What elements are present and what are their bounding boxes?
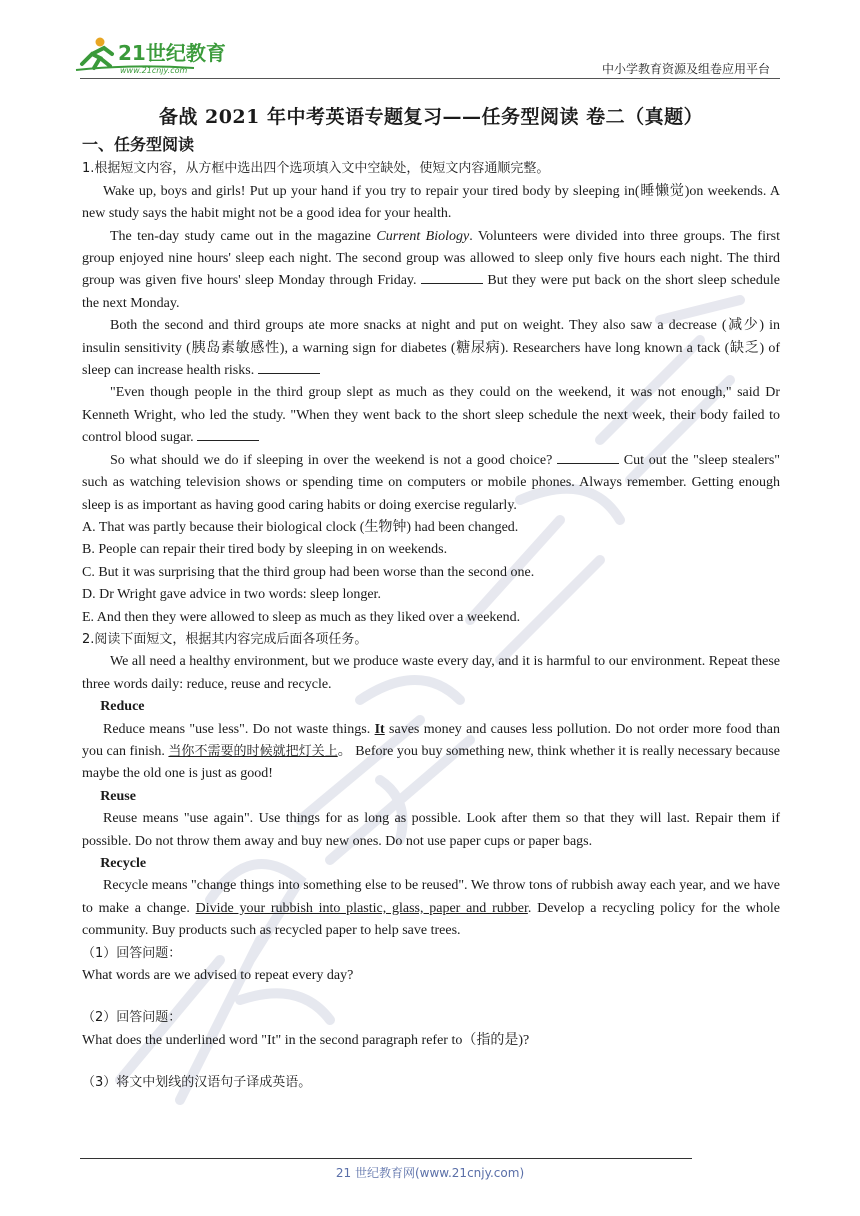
reduce-paragraph: Reduce means "use less". Do not waste things. It saves money and causes less pollution. Do not order more food than you can finish. 当你不需要的时候就把灯关上。 Before you buy something new, think whether it is really necessary because maybe the old one is just as good! [82, 721, 780, 782]
underlined-chinese-sentence: 当你不需要的时候就把灯关上 [168, 743, 338, 759]
logo-url: www.21cnjy.com [120, 66, 188, 75]
q2-intro: We all need a healthy environment, but we produce waste every day, and it is harmful to our environment. Repeat these three words daily: reduce, reuse and recycle. [82, 654, 780, 692]
option-a: A. That was partly because their biological clock (生物钟) had been changed. [82, 519, 519, 535]
footer-divider [80, 1158, 692, 1159]
document-content [82, 102, 780, 1095]
document-title: 备战 2021 年中考英语专题复习——任务型阅读 卷二（真题） [158, 106, 704, 128]
task-3-label: （3）将文中划线的汉语句子译成英语。 [82, 1075, 312, 1091]
site-logo [74, 34, 246, 76]
q1-instruction: 1.根据短文内容，从方框中选出四个选项填入文中空缺处，使短文内容通顺完整。 [82, 161, 550, 177]
task-1-label: （1）回答问题： [82, 945, 182, 961]
q1-paragraph-1: Wake up, boys and girls! Put up your hand if you try to repair your tired body by sleeping in(睡懒觉)on weekends. A new study says the habit might not be a good idea for your health. [82, 183, 780, 222]
recycle-heading: Recycle [100, 856, 147, 871]
reduce-heading: Reduce [100, 699, 145, 715]
header-divider [80, 78, 780, 79]
option-c: C. But it was surprising that the third group had been worse than the second one. [82, 564, 535, 580]
option-b: B. People can repair their tired body by sleeping in on weekends. [82, 542, 448, 558]
task-2-label: （2）回答问题： [82, 1010, 182, 1026]
option-d: D. Dr Wright gave advice in two words: sleep longer. [82, 587, 381, 603]
task-1-question: What words are we advised to repeat every day? [82, 968, 354, 984]
section-heading: 一、任务型阅读 [82, 135, 195, 155]
q1-paragraph-3: Both the second and third groups ate more snacks at night and put on weight. They also saw a decrease (减少) in insulin sensitivity (胰岛素敏感性), a warning sign for diabetes (糖尿病). Researchers have long known a tack (缺乏) of sleep can increase health risks. [82, 318, 780, 379]
runner-icon [82, 38, 112, 69]
header-platform-text: 中小学教育资源及组卷应用平台 [601, 62, 770, 76]
q1-paragraph-5: So what should we do if sleeping in over the weekend is not a good choice? Cut out the "sleep stealers" such as watching television shows or spending time on computers or mobile phones. Always remember. Getting enough sleep is as important as having good caring habits or doing exercise regularly. [82, 452, 780, 513]
logo-text: 21世纪教育 [118, 41, 226, 65]
reuse-paragraph: Reuse means "use again". Use things for as long as possible. Look after them so that they will last. Repair them if possible. Do not throw them away and buy new ones. Do not use paper cups or paper bags. [82, 811, 780, 849]
blank-4[interactable] [557, 451, 619, 464]
footer-link[interactable]: 21 世纪教育网(www.21cnjy.com) [335, 1166, 525, 1180]
magazine-title: Current Biology [376, 228, 470, 244]
underlined-english-sentence: Divide your rubbish into plastic, glass, paper and rubber [195, 900, 528, 916]
reuse-heading: Reuse [100, 788, 136, 804]
q2-instruction: 2.阅读下面短文，根据其内容完成后面各项任务。 [82, 631, 368, 647]
option-e: E. And then they were allowed to sleep as much as they liked over a weekend. [82, 609, 521, 625]
blank-3[interactable] [197, 428, 259, 441]
blank-1[interactable] [421, 271, 483, 284]
blank-2[interactable] [258, 361, 320, 374]
q1-paragraph-2: The ten-day study came out in the magazine Current Biology. Volunteers were divided into three groups. The first group enjoyed nine hours' sleep each night. The second group was allowed to sleep only five hours each night. The third group was given five hours' sleep Monday through Friday. But they were put back on the short sleep schedule the next Monday. [82, 228, 780, 311]
task-2-question: What does the underlined word "It" in the second paragraph refer to（指的是)? [82, 1032, 530, 1048]
q1-paragraph-4: "Even though people in the third group slept as much as they could on the weekend, it was not enough," said Dr Kenneth Wright, who led the study. "When they went back to the short sleep schedule the next week, their body failed to control blood sugar. [82, 385, 780, 446]
underlined-it: It [374, 721, 385, 737]
recycle-paragraph: Recycle means "change things into something else to be reused". We throw tons of rubbish away each year, and we have to make a change. Divide your rubbish into plastic, glass, paper and rubber. Develop a recycling policy for the whole community. Buy products such as recycled paper to help save trees. [82, 878, 781, 939]
